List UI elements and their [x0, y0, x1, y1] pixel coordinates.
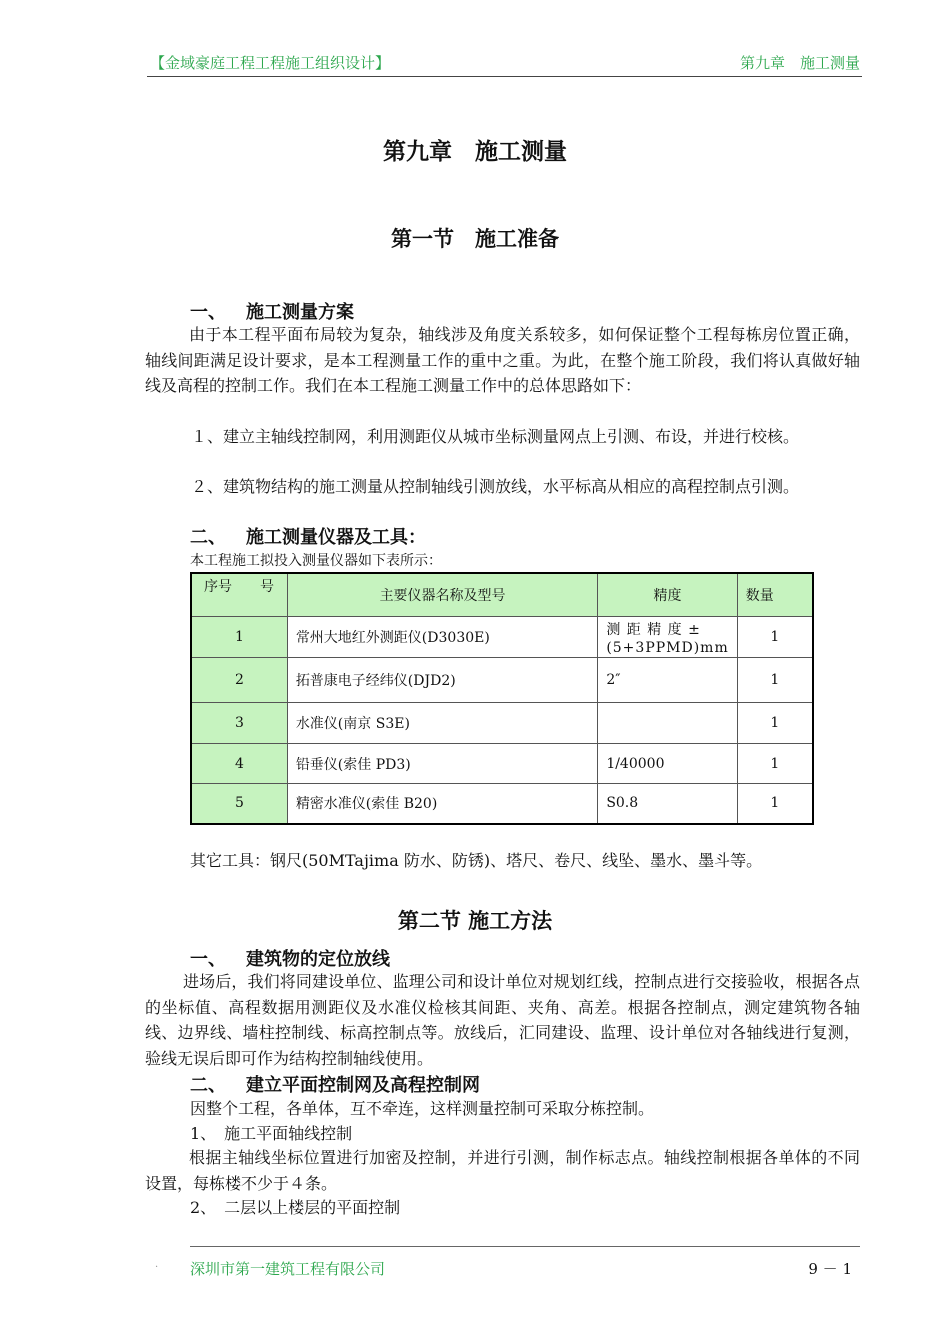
header-title: 【金域豪庭工程工程施工组织设计】: [150, 54, 391, 72]
instrument-name: 拓普康电子经纬仪(DJD2): [287, 658, 598, 703]
survey-plan-item-1: １、建立主轴线控制网，利用测距仪从城市坐标测量网点上引测、布设，并进行校核。: [191, 427, 800, 446]
heading-text: 施工测量方案: [246, 302, 354, 323]
table-row: [191, 784, 813, 824]
table-header-cell: 精度: [598, 573, 737, 617]
chapter-title: 第九章 施工测量: [383, 139, 567, 165]
instrument-table-intro: 本工程施工拟投入测量仪器如下表所示：: [190, 553, 442, 569]
instrument-name: 水准仪(南京 S3E): [287, 703, 598, 744]
heading-number: 一、: [190, 302, 226, 323]
heading-number: 二、: [190, 527, 226, 548]
footer-divider: [190, 1246, 860, 1247]
table-row: [191, 658, 813, 703]
instrument-quantity: 1: [737, 744, 813, 784]
instrument-name: 精密水准仪(索佳 B20): [287, 784, 598, 824]
positioning-paragraph: 进场后，我们将同建设单位、监理公司和设计单位对规划红线，控制点进行交接验收，根据各点的坐标值、高程数据用测距仪及水准仪检核其间距、夹角、高差。根据各控制点，测定建筑物各轴线、边界线、墙柱控制线、标高控制点等。放线后，汇同建设、监理、设计单位对各轴线进行复测，验线无误后即可作为结构控制轴线使用。: [145, 972, 860, 1068]
section1-sub1-heading: [190, 298, 354, 324]
section2-sub1-heading: [190, 945, 390, 971]
instrument-quantity: 1: [737, 703, 813, 744]
row-number: 1: [191, 617, 287, 658]
heading-text: 建筑物的定位放线: [246, 949, 390, 970]
table-header-cell: 数量: [737, 573, 813, 617]
instrument-precision: 1/40000: [598, 744, 737, 784]
table-row: [191, 703, 813, 744]
instrument-quantity: 1: [737, 617, 813, 658]
heading-text: 建立平面控制网及高程控制网: [246, 1075, 480, 1096]
footer-company: 深圳市第一建筑工程有限公司: [190, 1260, 386, 1278]
instrument-quantity: 1: [737, 658, 813, 703]
upper-floor-control-heading: 2、 二层以上楼层的平面控制: [190, 1198, 401, 1217]
table-row: [191, 744, 813, 784]
axis-control-heading: 1、 施工平面轴线控制: [190, 1124, 353, 1143]
survey-plan-paragraph: 由于本工程平面布局较为复杂，轴线涉及角度关系较多，如何保证整个工程每栋房位置正确，轴线间距满足设计要求，是本工程测量工作的重中之重。为此，在整个施工阶段，我们将认真做好轴线及高程的控制工作。我们在本工程施工测量工作中的总体思路如下：: [145, 325, 860, 395]
row-number: 5: [191, 784, 287, 824]
page-number: 9 － 1: [808, 1260, 852, 1278]
section1-sub2-heading: [190, 523, 426, 549]
header-divider: [147, 76, 862, 77]
instrument-name: 铅垂仪(索佳 PD3): [287, 744, 598, 784]
instrument-name: 常州大地红外测距仪(D3030E): [287, 617, 598, 658]
instrument-table: [190, 572, 814, 825]
instrument-quantity: 1: [737, 784, 813, 824]
axis-control-paragraph: 根据主轴线坐标位置进行加密及控制，并进行引测，制作标志点。轴线控制根据各单体的不同设置，每栋楼不少于４条。: [145, 1148, 860, 1193]
row-number: 2: [191, 658, 287, 703]
row-number: 4: [191, 744, 287, 784]
instrument-precision: [598, 703, 737, 744]
row-number: 3: [191, 703, 287, 744]
other-tools: 其它工具：钢尺(50MTajima 防水、防锈)、塔尺、卷尺、线坠、墨水、墨斗等。: [190, 851, 763, 870]
section2-sub2-heading: [190, 1071, 480, 1097]
table-header-cell: 序号 号: [191, 573, 287, 617]
control-network-intro: 因整个工程，各单体，互不牵连，这样测量控制可采取分栋控制。: [190, 1099, 655, 1118]
instrument-precision: 测 距 精 度 ±(5+3PPMD)mm: [598, 617, 737, 658]
heading-number: 二、: [190, 1075, 226, 1096]
heading-number: 一、: [190, 949, 226, 970]
survey-plan-item-2: ２、建筑物结构的施工测量从控制轴线引测放线，水平标高从相应的高程控制点引测。: [191, 477, 800, 496]
footer-mark: ·: [155, 1262, 159, 1273]
table-header-cell: 主要仪器名称及型号: [287, 573, 598, 617]
instrument-precision: S0.8: [598, 784, 737, 824]
header-chapter: 第九章 施工测量: [739, 54, 860, 72]
table-header-row: [191, 573, 813, 617]
instrument-precision: 2″: [598, 658, 737, 703]
section1-title: 第一节 施工准备: [391, 227, 559, 251]
table-row: [191, 617, 813, 658]
section2-title: 第二节 施工方法: [397, 909, 553, 933]
heading-text: 施工测量仪器及工具：: [246, 527, 426, 548]
